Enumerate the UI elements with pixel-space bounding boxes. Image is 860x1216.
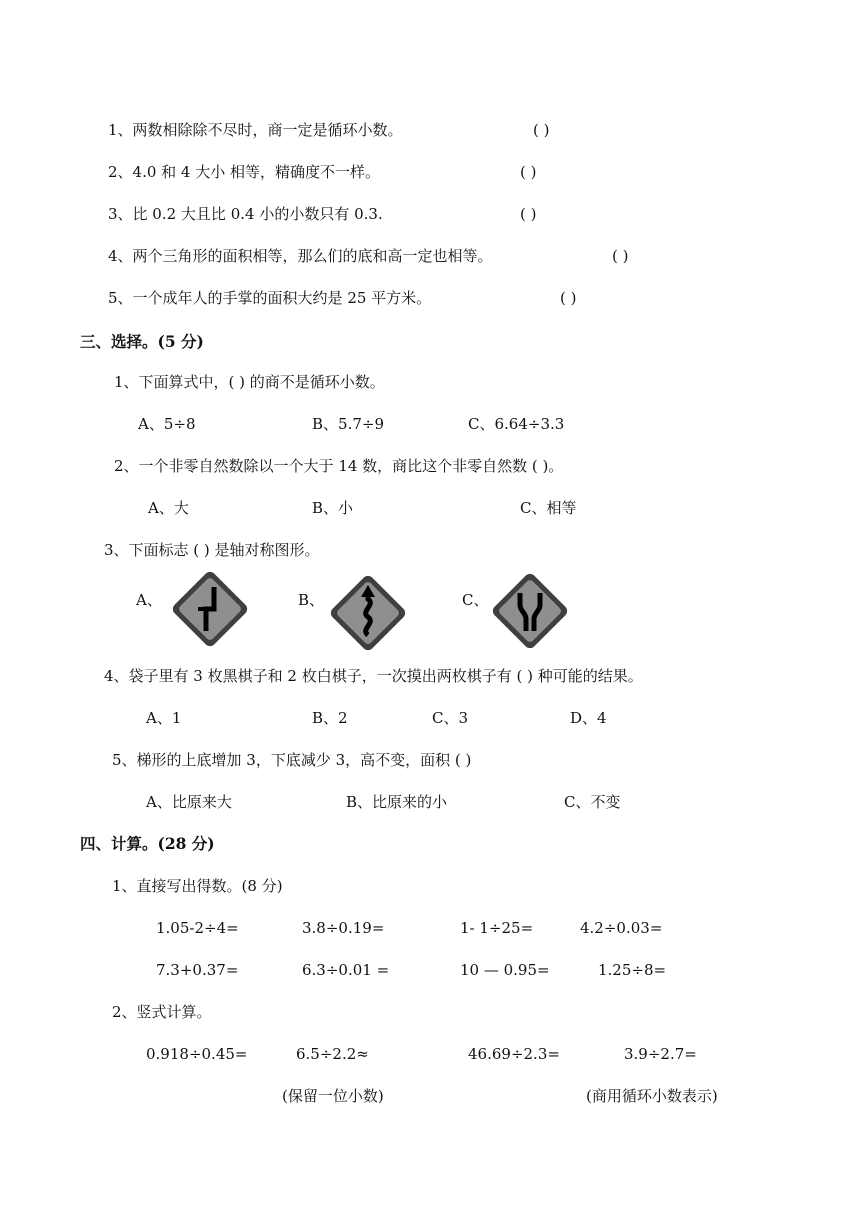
choice-q5-option-c[interactable]: C、不变	[564, 793, 621, 811]
section-choice-title: 三、选择。(5 分)	[80, 332, 204, 351]
calc-expression: 10 — 0.95=	[460, 961, 550, 979]
calc-sub2-title: 2、竖式计算。	[112, 1003, 212, 1021]
choice-q3-text: 3、下面标志 ( ) 是轴对称图形。	[104, 541, 320, 559]
section-calc-title: 四、计算。(28 分)	[80, 834, 215, 853]
judge-item-3-text: 3、比 0.2 大且比 0.4 小的小数只有 0.3.	[108, 205, 383, 223]
choice-q4-option-b[interactable]: B、2	[312, 709, 348, 727]
choice-q4-option-a[interactable]: A、1	[146, 709, 182, 727]
choice-q5-option-a[interactable]: A、比原来大	[146, 793, 232, 811]
choice-q2-option-b[interactable]: B、小	[312, 499, 354, 517]
choice-q1-option-b[interactable]: B、5.7÷9	[312, 415, 384, 433]
choice-q3-option-b[interactable]: B、	[298, 591, 325, 609]
choice-q1-text: 1、下面算式中，( ) 的商不是循环小数。	[114, 373, 385, 391]
choice-q4-text: 4、袋子里有 3 枚黑棋子和 2 枚白棋子，一次摸出两枚棋子有 ( ) 种可能的结果。	[104, 667, 643, 685]
choice-q5-option-b[interactable]: B、比原来的小	[346, 793, 448, 811]
choice-q2-option-c[interactable]: C、相等	[520, 499, 577, 517]
choice-q4-option-c[interactable]: C、3	[432, 709, 469, 727]
road-sign-narrowing-icon[interactable]	[488, 569, 572, 653]
choice-q3-option-c[interactable]: C、	[462, 591, 489, 609]
calc-expression: 1.25÷8=	[598, 961, 667, 979]
answer-bracket[interactable]: ( )	[560, 289, 577, 307]
calc-expression: 3.9÷2.7=	[624, 1045, 697, 1063]
road-sign-offset-icon[interactable]	[168, 567, 252, 651]
calc-note-rounding: (保留一位小数)	[282, 1087, 384, 1105]
judge-item-4-text: 4、两个三角形的面积相等，那么们的底和高一定也相等。	[108, 247, 493, 265]
calc-expression: 1.05-2÷4=	[156, 919, 239, 937]
choice-q1-option-c[interactable]: C、6.64÷3.3	[468, 415, 565, 433]
judge-item-2-text: 2、4.0 和 4 大小 相等，精确度不一样。	[108, 163, 381, 181]
choice-q1-option-a[interactable]: A、5÷8	[138, 415, 196, 433]
calc-expression: 3.8÷0.19=	[302, 919, 385, 937]
calc-expression: 6.5÷2.2≈	[296, 1045, 369, 1063]
calc-note-repeating: (商用循环小数表示)	[586, 1087, 718, 1105]
calc-expression: 0.918÷0.45=	[146, 1045, 248, 1063]
calc-expression: 4.2÷0.03=	[580, 919, 663, 937]
road-sign-winding-icon[interactable]	[326, 571, 410, 655]
choice-q2-option-a[interactable]: A、大	[148, 499, 189, 517]
choice-q2-text: 2、一个非零自然数除以一个大于 14 数，商比这个非零自然数 ( )。	[114, 457, 564, 475]
calc-expression: 6.3÷0.01 =	[302, 961, 390, 979]
calc-expression: 46.69÷2.3=	[468, 1045, 560, 1063]
judge-item-1-text: 1、两数相除除不尽时，商一定是循环小数。	[108, 121, 403, 139]
answer-bracket[interactable]: ( )	[520, 163, 537, 181]
choice-q3-option-a[interactable]: A、	[136, 591, 162, 609]
answer-bracket[interactable]: ( )	[533, 121, 550, 139]
answer-bracket[interactable]: ( )	[612, 247, 629, 265]
choice-q4-option-d[interactable]: D、4	[570, 709, 607, 727]
answer-bracket[interactable]: ( )	[520, 205, 537, 223]
choice-q5-text: 5、梯形的上底增加 3，下底减少 3，高不变，面积 ( )	[112, 751, 472, 769]
calc-sub1-title: 1、直接写出得数。(8 分)	[112, 877, 283, 895]
calc-expression: 1- 1÷25=	[460, 919, 534, 937]
calc-expression: 7.3+0.37=	[156, 961, 239, 979]
judge-item-5-text: 5、一个成年人的手掌的面积大约是 25 平方米。	[108, 289, 432, 307]
